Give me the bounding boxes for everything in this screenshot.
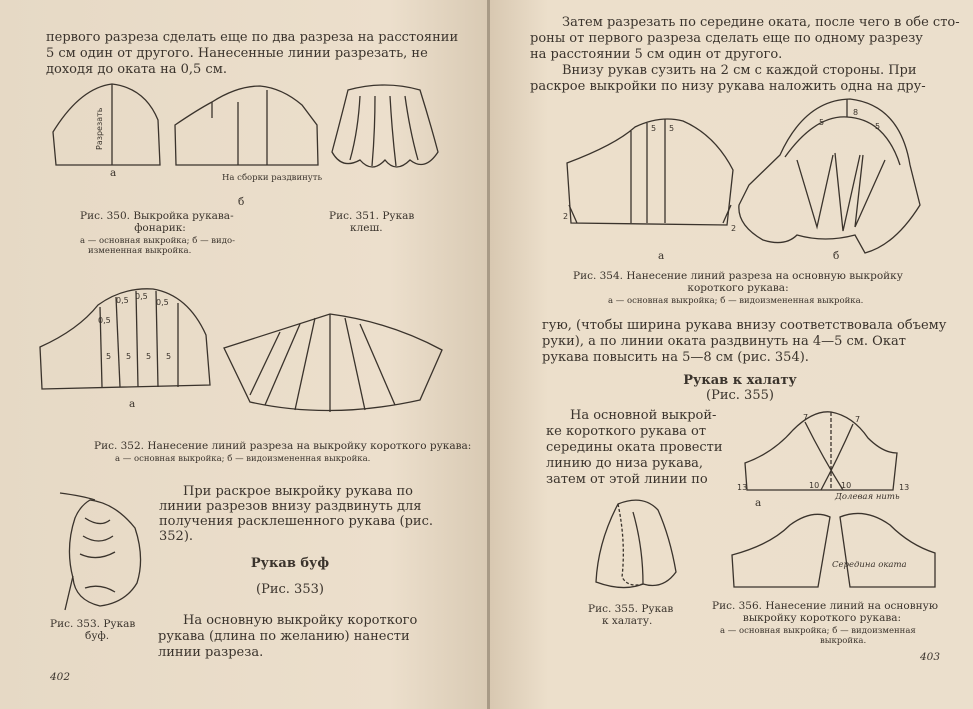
fig356-a: а <box>755 497 762 509</box>
svg-text:7: 7 <box>803 413 809 422</box>
svg-text:5: 5 <box>669 124 675 133</box>
subheading-puff: (Рис. 353) <box>256 582 324 597</box>
para-line-4: 352). <box>159 529 194 544</box>
right-page <box>490 0 973 709</box>
fig350-cut-label: Разрезать <box>95 107 104 150</box>
r-para3-line-3: середины оката провести <box>546 440 723 455</box>
heading-robe: Рукав к халату <box>683 373 797 388</box>
svg-text:13: 13 <box>737 483 748 492</box>
page-number-right: 403 <box>920 651 941 663</box>
fig354-caption-1: Рис. 354. Нанесение линий разреза на основную выкройку <box>573 270 903 282</box>
r-para2-line-2: руки), а по линии оката раздвинуть на 4—5 см. Окат <box>542 334 906 349</box>
r-para2-line-1: гую, (чтобы ширина рукава внизу соответствовала объему <box>542 318 947 333</box>
fig353-puff-sleeve <box>55 488 145 613</box>
fig350-b: б <box>238 196 245 208</box>
para2-line-3: линии разреза. <box>158 645 264 660</box>
r-intro-line-1: Затем разрезать по середине оката, после чего в обе сто- <box>562 15 960 30</box>
fig353-caption-2: буф. <box>85 630 110 642</box>
para-line-1: При раскрое выкройку рукава по <box>183 484 413 499</box>
fig356a-pattern <box>737 408 910 498</box>
r-para-line-2: раскрое выкройки по низу рукава наложить одна на дру- <box>530 79 926 94</box>
fig354-caption-2: короткого рукава: <box>687 282 789 294</box>
page-number-left: 402 <box>50 671 71 683</box>
svg-text:8: 8 <box>853 108 859 117</box>
svg-text:5: 5 <box>106 352 112 361</box>
r-para3-line-4: линию до низа рукава, <box>546 456 704 471</box>
para-line-2: линии разрезов внизу раздвинуть для <box>159 499 422 514</box>
svg-text:0,5: 0,5 <box>98 316 111 325</box>
fig356-caption-2: выкройку короткого рукава: <box>742 612 902 624</box>
svg-text:5: 5 <box>651 124 657 133</box>
svg-text:5: 5 <box>819 118 825 127</box>
fig354-a: а <box>658 250 665 262</box>
fig355-caption-2: к халату. <box>602 615 653 627</box>
fig356b-pattern <box>730 505 940 595</box>
fig352-caption: Рис. 352. Нанесение линий разреза на выкройку короткого рукава: <box>94 440 472 452</box>
fig355-caption-1: Рис. 355. Рукав <box>588 603 674 615</box>
svg-text:0,5: 0,5 <box>156 298 169 307</box>
fig353-caption-1: Рис. 353. Рукав <box>50 618 136 630</box>
fig354-sub: а — основная выкройка; б — видоизмененная выкройка. <box>608 296 864 306</box>
svg-text:5: 5 <box>126 352 132 361</box>
svg-text:10: 10 <box>841 481 852 490</box>
heading-puff: Рукав буф <box>250 556 330 571</box>
fig350a-pattern <box>50 80 165 175</box>
r-para2-line-3: рукава повысить на 5—8 см (рис. 354). <box>542 350 809 365</box>
fig350-a: а <box>110 167 117 179</box>
intro-line-3: доходя до оката на 0,5 см. <box>46 62 227 77</box>
fig354b-pattern <box>735 95 925 260</box>
fig352-a: а <box>129 398 136 410</box>
fig351-caption-1: Рис. 351. Рукав <box>329 210 415 222</box>
fig350-note: На сборки раздвинуть <box>222 173 323 183</box>
fig350-sub-1: а — основная выкройка; б — видо- <box>80 236 235 246</box>
svg-text:5: 5 <box>146 352 152 361</box>
fig352-sub: а — основная выкройка; б — видоизмененная выкройка. <box>115 454 371 464</box>
svg-text:10: 10 <box>809 481 820 490</box>
fig354-b: б <box>833 250 840 262</box>
r-intro-line-2: роны от первого разреза сделать еще по одному разрезу <box>530 31 923 46</box>
r-para-line-1: Внизу рукав сузить на 2 см с каждой стороны. При <box>562 63 917 78</box>
r-para3-line-1: На основной выкрой- <box>570 408 717 423</box>
fig352a-pattern <box>38 285 218 400</box>
fig356-sub-2: выкройка. <box>820 636 867 646</box>
r-intro-line-3: на расстоянии 5 см один от другого. <box>530 47 783 62</box>
fig351-caption-2: клеш. <box>350 222 383 234</box>
fig356-caption-1: Рис. 356. Нанесение линий на основную <box>712 600 938 612</box>
svg-text:5: 5 <box>875 122 881 131</box>
r-para3-line-5: затем от этой линии по <box>546 472 708 487</box>
fig356-grain: Долевая нить <box>835 492 900 502</box>
svg-text:2: 2 <box>563 212 569 221</box>
subheading-robe: (Рис. 355) <box>706 388 774 403</box>
intro-line-2: 5 см один от другого. Нанесенные линии разрезать, не <box>46 46 428 61</box>
svg-text:2: 2 <box>731 224 737 233</box>
fig354a-pattern <box>565 115 740 235</box>
fig356-sub-1: а — основная выкройка; б — видоизменная <box>720 626 916 636</box>
fig350-sub-2: измененная выкройка. <box>88 246 192 256</box>
svg-text:0,5: 0,5 <box>116 296 129 305</box>
svg-text:0,5: 0,5 <box>135 292 148 301</box>
fig350b-pattern <box>172 80 322 175</box>
r-para3-line-2: ке короткого рукава от <box>546 424 707 439</box>
fig350-caption-1: Рис. 350. Выкройка рукава- <box>80 210 234 222</box>
para-line-3: получения расклешенного рукава (рис. <box>159 514 434 529</box>
svg-text:5: 5 <box>166 352 172 361</box>
fig356-mid: Середина оката <box>832 560 907 570</box>
fig351-flared-sleeve <box>330 82 440 182</box>
intro-line-1: первого разреза сделать еще по два разреза на расстоянии <box>46 30 459 45</box>
svg-text:13: 13 <box>899 483 910 492</box>
para2-line-2: рукава (длина по желанию) нанести <box>158 629 410 644</box>
fig350-caption-2: фонарик: <box>134 222 186 234</box>
svg-text:7: 7 <box>855 415 861 424</box>
para2-line-1: На основную выкройку короткого <box>183 613 418 628</box>
fig352b-pattern <box>220 310 450 420</box>
fig355-robe-sleeve <box>588 492 683 597</box>
